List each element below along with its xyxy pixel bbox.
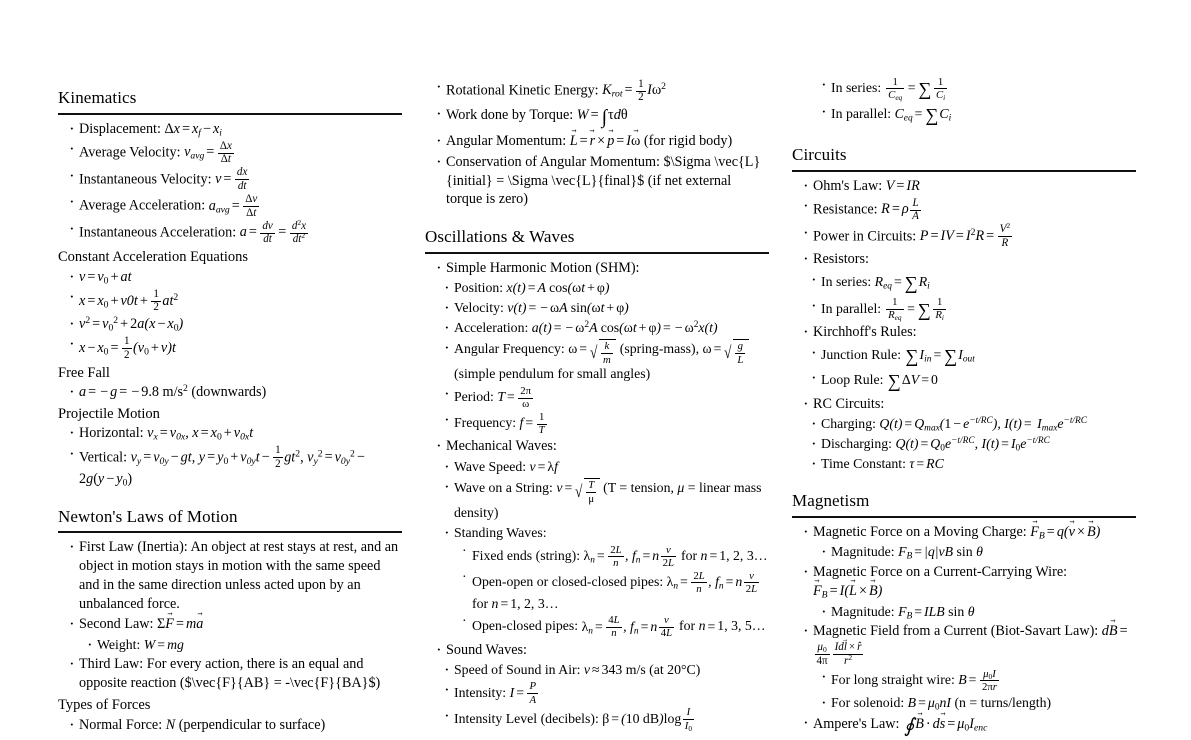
- list-item: · Magnitude: $F_B$ = ILB sin θ: [820, 603, 1136, 621]
- three-column-layout: [58, 0, 1135, 737]
- section-heading-circuits: Circuits: [792, 145, 1136, 172]
- list-item: · Magnetic Field from a Current (Biot-Savart Law): dB → = $\frac{\mu_0}{4\pi}$ $\frac{\text{Idl → × r̂}}{r^2}$: [802, 622, 1136, 666]
- constant-acceleration-list: [68, 268, 402, 361]
- mechanical-waves-sublist: [443, 458, 769, 543]
- list-item: · Ampere's Law: ∮B → · ds → = $\mu_0I_{enc}$: [802, 714, 1136, 740]
- list-item: · Angular Frequency: ω = √ $\frac{k}{m}$ (spring-mass), ω = √ $\frac{g}{L}$ (simple pendulum for small angles): [443, 339, 769, 384]
- kirchhoff-list: [802, 323, 1136, 342]
- list-item: · Magnetic Force on a Current-Carrying Wire: $F \to_B = I(L$ → × B →): [802, 563, 1136, 601]
- sound-waves-list: [435, 641, 769, 660]
- list-item: · Displacement: $\Delta x = x_f - x_i$: [68, 120, 402, 139]
- list-item: · Third Law: For every action, there is an equal and opposite reaction ($\vec{F}{AB} = -\vec{F}{BA}$): [68, 655, 402, 693]
- magnetism-list: [802, 523, 1136, 740]
- list-item: · Charging: $Q(t) = Q_{max}(1 - e^{-t/RC})$, $I(t) = I_{max}e^{-t/RC}$: [810, 415, 1136, 433]
- list-item: · $x - x_0$ = $\frac{1}{2}$ $(v_0 + v)t$: [68, 335, 402, 360]
- list-item: · $v = v_0$ + at: [68, 268, 402, 287]
- newtons-laws-list: [68, 538, 402, 693]
- list-item: · Standing Waves:: [443, 524, 769, 542]
- list-item: · Magnetic Force on a Moving Charge: $F \to_B = q(v$ → × B →): [802, 523, 1136, 542]
- section-heading-oscillations-waves: Oscillations & Waves: [425, 227, 769, 254]
- list-item: · Resistors:: [802, 250, 1136, 269]
- subheading-constant-acceleration: Constant Acceleration Equations: [58, 249, 249, 266]
- list-item: · Vertical: $v_y = v_{0y}$ − gt, $y = y_0 + v_{0y}t$ − $\frac{1}{2}$ $gt^2$, $v_y^2 = v_{0y}^2 - 2g(y - y_0)$: [68, 445, 402, 489]
- list-item: · Fixed ends (string): $\lambda_n$ = $\frac{2L}{n}$ , $f_n = n$ $\frac{v}{2L}$ for n = 1, 2, 3…: [461, 544, 769, 569]
- list-item: · Position: x(t) = A cos(ωt + φ): [443, 279, 769, 297]
- list-item: · Resistance: R = ρ $\frac{L}{A}$: [802, 197, 1136, 222]
- list-item: · Open-closed pipes: $\lambda_n$ = $\frac{4L}{n}$ , $f_n = n$ $\frac{v}{4L}$ for n = 1, 3, 5…: [461, 614, 769, 639]
- section-heading-magnetism: Magnetism: [792, 491, 1136, 518]
- list-item: · Instantaneous Velocity: v = $\frac{dx}{dt}$: [68, 167, 402, 192]
- section-heading-newtons-laws: Newton's Laws of Motion: [58, 507, 402, 534]
- list-item: · Period: T = $\frac{2\pi}{\omega}$: [443, 385, 769, 410]
- list-item: · In parallel: $C_{eq} = \sum C_i$: [820, 103, 1136, 127]
- types-of-forces-list: [68, 716, 402, 735]
- circuits-list: [802, 177, 1136, 270]
- list-item: · Sound Waves:: [435, 641, 769, 660]
- list-item: · Conservation of Angular Momentum: $\Sigma \vec{L}{initial} = \Sigma \vec{L}{final}$ (if net external torque is zero): [435, 153, 769, 210]
- list-item: · Second Law: ΣF → = ma →: [68, 615, 402, 634]
- subheading-types-of-forces: Types of Forces: [58, 697, 151, 714]
- list-item: · For solenoid: $B = \mu_0nI$ (n = turns/length): [820, 694, 1136, 712]
- section-heading-kinematics: Kinematics: [58, 88, 402, 115]
- kinematics-list: [68, 120, 402, 246]
- list-item: · First Law (Inertia): An object at rest stays at rest, and an object in motion stays in motion with the same speed and in the same direction unless acted upon by an unbalanced force.: [68, 538, 402, 614]
- subheading-free-fall: Free Fall: [58, 364, 110, 381]
- list-item: · Average Velocity: $v_{avg}$ = $\frac{\Delta x}{\Delta t}$: [68, 140, 402, 165]
- list-item: · Rotational Kinetic Energy: $K_{rot}$ = $\frac{1}{2}$ $I\omega^2$: [435, 78, 769, 103]
- subheading-projectile-motion: Projectile Motion: [58, 405, 160, 422]
- mechanical-waves-list: [435, 437, 769, 456]
- list-item: · Discharging: $Q(t) = Q_0e^{-t/RC}$, $I(t) = I_0e^{-t/RC}$: [810, 435, 1136, 453]
- list-item: · Kirchhoff's Rules:: [802, 323, 1136, 342]
- kirchhoff-sublist: [810, 344, 1136, 394]
- list-item: · Intensity: I = $\frac{P}{A}$: [443, 681, 769, 706]
- list-item: · $x = x_0 + v0t$ + $\frac{1}{2}$ $at^2$: [68, 288, 402, 313]
- list-item: · Simple Harmonic Motion (SHM):: [435, 259, 769, 278]
- list-item: · Speed of Sound in Air: v ≈ 343 m/s (at 20°C): [443, 661, 769, 679]
- column-left: [58, 0, 402, 733]
- list-item: · Open-open or closed-closed pipes: $\lambda_n$ = $\frac{2L}{n}$ , $f_n = n$ $\frac{v}{2L}$ for n = 1, 2, 3…: [461, 570, 769, 613]
- projectile-motion-list: [68, 424, 402, 489]
- list-item: · In parallel: $\frac{1}{R_{eq}}$ = ∑ $\frac{1}{R_i}$: [810, 297, 1136, 322]
- list-item: · Wave Speed: v = λf: [443, 458, 769, 476]
- list-item: · Time Constant: τ = RC: [810, 455, 1136, 473]
- list-item: · Angular Momentum: L → = r → × p → = Iω → (for rigid body): [435, 132, 769, 151]
- list-item: · In series: $R_{eq} = \sum R_i$: [810, 271, 1136, 295]
- list-item: · Wave on a String: v = √ $\frac{T}{\mu}$ (T = tension, μ = linear mass density): [443, 478, 769, 523]
- list-item: · Horizontal: $v_x = v_{0x}$, $x = x_0 + v_{0x}t$: [68, 424, 402, 443]
- list-item: · Mechanical Waves:: [435, 437, 769, 456]
- list-item: · a = − g = − 9.8 $m/s^2$ (downwards): [68, 383, 402, 402]
- list-item: · Loop Rule: ∑ΔV = 0: [810, 369, 1136, 393]
- list-item-clipped: · Intensity Level (decibels): β = (10 dB)log $\frac{I}{I_0}$: [443, 707, 769, 732]
- list-item: · Normal Force: N (perpendicular to surface): [68, 716, 402, 735]
- rc-circuits-list: [802, 395, 1136, 414]
- list-item: · Frequency: f = $\frac{1}{T}$: [443, 411, 769, 436]
- list-item: · Velocity: v(t) = − ωA sin(ωt + φ): [443, 299, 769, 317]
- column-right: [792, 0, 1136, 737]
- rc-circuits-sublist: [810, 415, 1136, 473]
- list-item: · Power in Circuits: P = IV = $I^2R$ = $\frac{V^2}{R}$: [802, 224, 1136, 249]
- list-item: · For long straight wire: B = $\frac{\mu_0I}{2\pi r}$: [820, 668, 1136, 693]
- list-item: · $v^2 = v_0^2 + 2a(x - x_0)$: [68, 315, 402, 334]
- list-item: · Instantaneous Acceleration: a = $\frac{dv}{dt}$ = $\frac{d^2x}{dt^2}$: [68, 220, 402, 245]
- list-item: · Magnitude: $F_B = |q|vB$ sin θ: [820, 543, 1136, 561]
- list-item: · Weight: W = mg: [86, 636, 402, 654]
- standing-waves-sublist: [461, 544, 769, 639]
- free-fall-list: [68, 383, 402, 402]
- list-item: · Ohm's Law: V = IR: [802, 177, 1136, 196]
- rotational-continuation-list: [435, 78, 769, 209]
- capacitors-continuation-list: [820, 76, 1136, 127]
- resistors-sublist: [810, 271, 1136, 322]
- list-item: · Junction Rule: $\sum I_{in} = \sum I_{out}$: [810, 344, 1136, 368]
- oscillations-waves-list: [435, 259, 769, 278]
- shm-sublist: [443, 279, 769, 436]
- list-item: · Average Acceleration: $a_{avg}$ = $\frac{\Delta v}{\Delta t}$: [68, 193, 402, 218]
- list-item: · Work done by Torque: W = ∫τdθ: [435, 105, 769, 131]
- list-item: · RC Circuits:: [802, 395, 1136, 414]
- list-item: · In series: $\frac{1}{C_{eq}}$ = ∑ $\frac{1}{C_i}$: [820, 76, 1136, 101]
- sound-waves-sublist: [443, 661, 769, 732]
- list-item: · Acceleration: a(t) = − $\omega^2A$ cos(ωt + φ) = − $\omega^2x(t)$: [443, 319, 769, 337]
- column-middle: [425, 0, 769, 733]
